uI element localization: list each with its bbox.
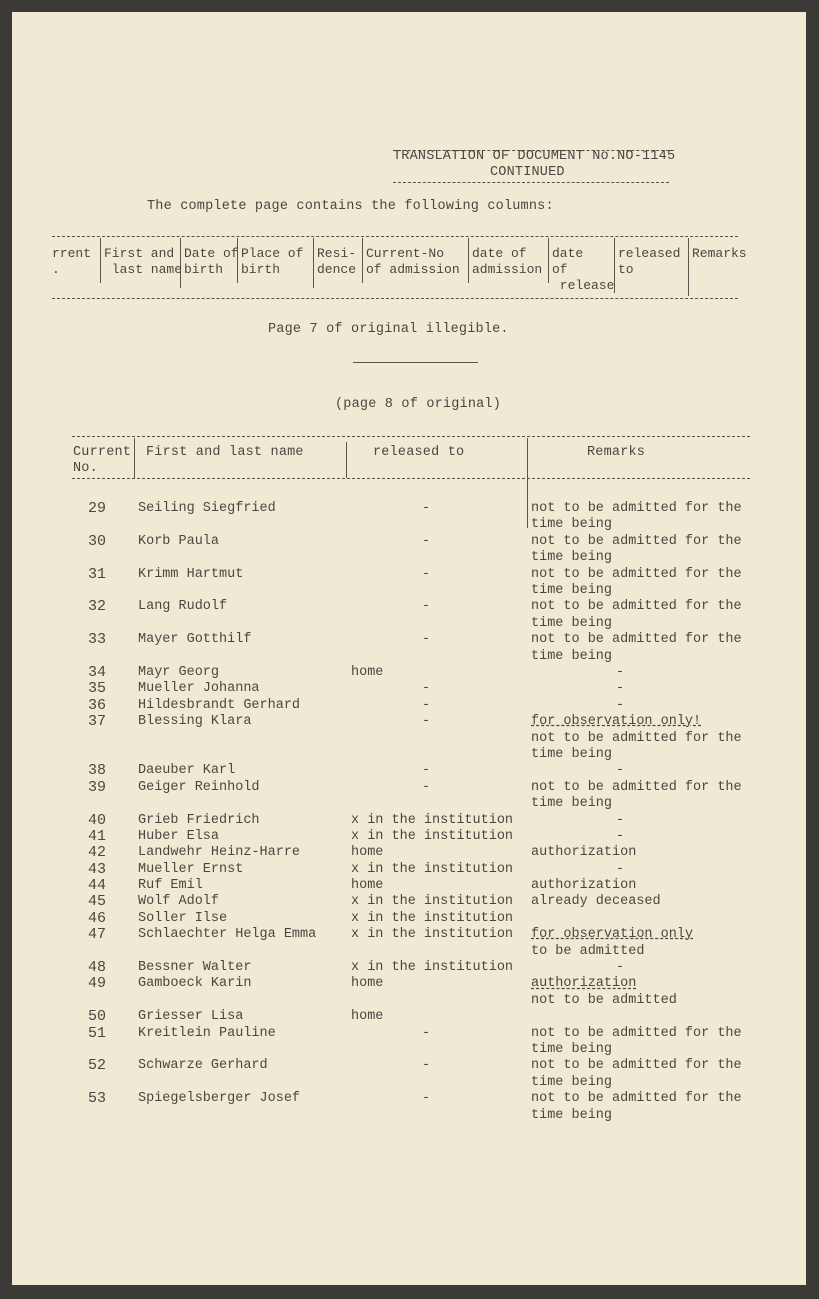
table-row — [12, 501, 806, 534]
row-remarks — [531, 1009, 751, 1025]
row-name: Seiling Siegfried — [138, 501, 276, 516]
remark-line: not to be admitted for the — [531, 1091, 742, 1107]
document-title: TRANSLATION OF DOCUMENT No.NO-1145 — [393, 149, 676, 164]
row-released-to: - — [422, 1091, 431, 1107]
page8-note: (page 8 of original) — [335, 397, 502, 412]
table-row — [12, 1009, 806, 1025]
remark-line: - — [616, 664, 625, 680]
remark-line: time being — [531, 796, 613, 812]
row-number: 42 — [88, 844, 107, 862]
remark-line: not to be admitted — [531, 992, 677, 1008]
remark-line — [531, 976, 751, 992]
column-name: First and last name — [104, 246, 183, 277]
row-name: Krimm Hartmut — [138, 566, 244, 582]
row-name: Schwarze Gerhard — [138, 1058, 268, 1074]
remark-line: not to be admitted for the — [531, 1025, 742, 1041]
table-row — [12, 780, 806, 813]
row-released-to: x in the institution — [351, 894, 514, 910]
row-released-to: - — [422, 599, 431, 615]
remark-line: - — [616, 861, 625, 877]
remark-line: - — [616, 681, 625, 697]
row-number: 37 — [88, 713, 107, 731]
remark-line: time being — [531, 615, 613, 631]
remark-line: time being — [531, 550, 613, 566]
row-name: Daeuber Karl — [138, 763, 236, 779]
page7-note: Page 7 of original illegible. — [268, 322, 509, 337]
row-number: 35 — [88, 680, 107, 698]
row-name: Wolf Adolf — [138, 894, 220, 910]
row-name: Mueller Johanna — [138, 681, 260, 697]
row-released-to: home — [351, 845, 384, 861]
row-remarks — [531, 894, 751, 910]
row-name: Mayr Georg — [138, 664, 220, 680]
remark-line: not to be admitted for the — [531, 632, 742, 648]
row-number: 50 — [88, 1008, 107, 1026]
row-remarks — [531, 1058, 751, 1091]
remark-line: authorization — [531, 845, 637, 861]
row-released-to: - — [422, 1025, 431, 1041]
column-admission-no: Current-No of admission — [366, 246, 460, 277]
table-row — [12, 1058, 806, 1091]
row-released-to: x in the institution — [351, 828, 514, 844]
table-row — [12, 681, 806, 697]
row-released-to: - — [422, 714, 431, 730]
remark-line — [531, 714, 751, 730]
table-row — [12, 829, 806, 845]
row-released-to: home — [351, 976, 384, 992]
row-remarks — [531, 813, 751, 829]
row-released-to: - — [422, 779, 431, 795]
table-row — [12, 698, 806, 714]
row-remarks — [531, 862, 751, 878]
row-name: Lang Rudolf — [138, 599, 228, 615]
remark-line: - — [616, 812, 625, 828]
remark-line: not to be admitted for the — [531, 779, 742, 795]
remark-line: - — [616, 828, 625, 844]
table-row — [12, 845, 806, 861]
row-released-to: x in the institution — [351, 861, 514, 877]
table-row — [12, 911, 806, 927]
table-row — [12, 862, 806, 878]
row-number: 38 — [88, 762, 107, 780]
table-row — [12, 813, 806, 829]
remark-line: - — [616, 960, 625, 976]
remark-line: - — [616, 763, 625, 779]
underlined-remark: authorization — [531, 976, 637, 992]
intro-text: The complete page contains the following columns: — [147, 199, 554, 214]
remark-line: time being — [531, 517, 613, 533]
row-number: 46 — [88, 909, 107, 927]
table-row — [12, 763, 806, 779]
row-name: Landwehr Heinz-Harre — [138, 845, 301, 861]
row-number: 34 — [88, 663, 107, 681]
remark-line: not to be admitted for the — [531, 1058, 742, 1074]
row-number: 53 — [88, 1090, 107, 1108]
row-remarks — [531, 632, 751, 665]
row-name: Mayer Gotthilf — [138, 632, 252, 648]
header-current-no: Current No. — [73, 445, 132, 476]
table-row — [12, 599, 806, 632]
row-remarks — [531, 829, 751, 845]
row-name: Soller Ilse — [138, 910, 228, 926]
remark-line: authorization — [531, 878, 637, 894]
column-date-of-admission: date of admission — [472, 246, 543, 277]
row-remarks — [531, 845, 751, 861]
remark-line: time being — [531, 582, 613, 598]
row-released-to: home — [351, 1009, 384, 1025]
column-date-of-release: date of release — [552, 246, 615, 293]
table-row — [12, 567, 806, 600]
table-row — [12, 1026, 806, 1059]
row-number: 36 — [88, 696, 107, 714]
row-released-to: x in the institution — [351, 812, 514, 828]
records-table-body — [12, 501, 806, 1124]
remark-line: to be admitted — [531, 943, 645, 959]
column-remarks: Remarks — [692, 246, 747, 261]
table-row — [12, 927, 806, 960]
row-released-to: x in the institution — [351, 960, 514, 976]
row-remarks — [531, 1091, 751, 1124]
remark-line — [531, 1009, 751, 1025]
row-number: 41 — [88, 827, 107, 845]
row-number: 47 — [88, 926, 107, 944]
row-remarks — [531, 960, 751, 976]
row-released-to: - — [422, 681, 431, 697]
row-released-to: - — [422, 1058, 431, 1074]
row-remarks — [531, 714, 751, 763]
row-name: Gamboeck Karin — [138, 976, 252, 992]
row-number: 52 — [88, 1057, 107, 1075]
column-residence: Resi- dence — [317, 246, 357, 277]
row-number: 44 — [88, 877, 107, 895]
row-name: Spiegelsberger Josef — [138, 1091, 301, 1107]
column-date-of-birth: Date of birth — [184, 246, 239, 277]
title-rule-bottom — [393, 182, 669, 183]
row-released-to: home — [351, 878, 384, 894]
remark-line: not to be admitted for the — [531, 501, 742, 516]
row-remarks — [531, 763, 751, 779]
table-row — [12, 960, 806, 976]
remark-line — [531, 927, 751, 943]
header-name: First and last name — [146, 445, 304, 460]
row-number: 39 — [88, 778, 107, 796]
row-remarks — [531, 501, 751, 534]
remark-line: already deceased — [531, 894, 661, 910]
row-name: Mueller Ernst — [138, 861, 244, 877]
remark-line: - — [616, 697, 625, 713]
table-row — [12, 894, 806, 910]
row-released-to: - — [422, 501, 431, 516]
row-name: Geiger Reinhold — [138, 779, 260, 795]
row-released-to: - — [422, 632, 431, 648]
remark-line: time being — [531, 648, 613, 664]
row-remarks — [531, 534, 751, 567]
underlined-remark: for observation only — [531, 927, 694, 943]
row-released-to: x in the institution — [351, 927, 514, 943]
row-released-to: - — [422, 533, 431, 549]
remark-line: not to be admitted for the — [531, 599, 742, 615]
row-number: 32 — [88, 598, 107, 616]
row-name: Bessner Walter — [138, 960, 252, 976]
header-remarks: Remarks — [587, 445, 646, 460]
table-row — [12, 878, 806, 894]
row-number: 45 — [88, 893, 107, 911]
row-released-to: - — [422, 566, 431, 582]
header-released-to: released to — [373, 445, 465, 460]
remark-line: not to be admitted for the — [531, 566, 742, 582]
remark-line: time being — [531, 1074, 613, 1090]
row-remarks — [531, 1026, 751, 1059]
row-released-to: - — [422, 697, 431, 713]
underlined-remark: for observation only! — [531, 714, 702, 730]
document-subtitle: CONTINUED — [490, 165, 565, 180]
row-released-to: x in the institution — [351, 910, 514, 926]
row-number: 33 — [88, 631, 107, 649]
row-number: 48 — [88, 959, 107, 977]
row-remarks — [531, 878, 751, 894]
row-number: 31 — [88, 565, 107, 583]
row-name: Huber Elsa — [138, 828, 220, 844]
row-remarks — [531, 599, 751, 632]
row-name: Ruf Emil — [138, 878, 203, 894]
row-number: 43 — [88, 860, 107, 878]
row-number: 30 — [88, 532, 107, 550]
separator-rule — [353, 362, 478, 363]
row-released-to: home — [351, 664, 384, 680]
row-remarks — [531, 567, 751, 600]
row-name: Korb Paula — [138, 533, 220, 549]
table-row — [12, 665, 806, 681]
remark-line: time being — [531, 1107, 613, 1123]
table-row — [12, 976, 806, 1009]
remark-line: not to be admitted for the — [531, 533, 742, 549]
row-remarks — [531, 927, 751, 960]
table-row — [12, 1091, 806, 1124]
row-name: Blessing Klara — [138, 714, 252, 730]
row-name: Schlaechter Helga Emma — [138, 927, 317, 943]
row-number: 51 — [88, 1024, 107, 1042]
row-remarks — [531, 698, 751, 714]
row-remarks — [531, 681, 751, 697]
document-page — [12, 12, 806, 1285]
table-row — [12, 632, 806, 665]
row-number: 49 — [88, 975, 107, 993]
row-remarks — [531, 911, 751, 927]
row-number: 29 — [88, 500, 107, 517]
row-name: Griesser Lisa — [138, 1009, 244, 1025]
table-row — [12, 714, 806, 763]
remark-line: time being — [531, 746, 613, 762]
column-current-no: rrent . — [52, 246, 92, 277]
row-remarks — [531, 665, 751, 681]
row-name: Grieb Friedrich — [138, 812, 260, 828]
remark-line: not to be admitted for the — [531, 730, 742, 746]
row-remarks — [531, 780, 751, 813]
row-number: 40 — [88, 811, 107, 829]
table-row — [12, 534, 806, 567]
row-remarks — [531, 976, 751, 1009]
remark-line — [531, 911, 751, 927]
row-released-to: - — [422, 763, 431, 779]
column-released-to: released to — [618, 246, 681, 277]
remark-line: time being — [531, 1042, 613, 1058]
column-place-of-birth: Place of birth — [241, 246, 304, 277]
row-name: Kreitlein Pauline — [138, 1025, 276, 1041]
row-name: Hildesbrandt Gerhard — [138, 697, 301, 713]
